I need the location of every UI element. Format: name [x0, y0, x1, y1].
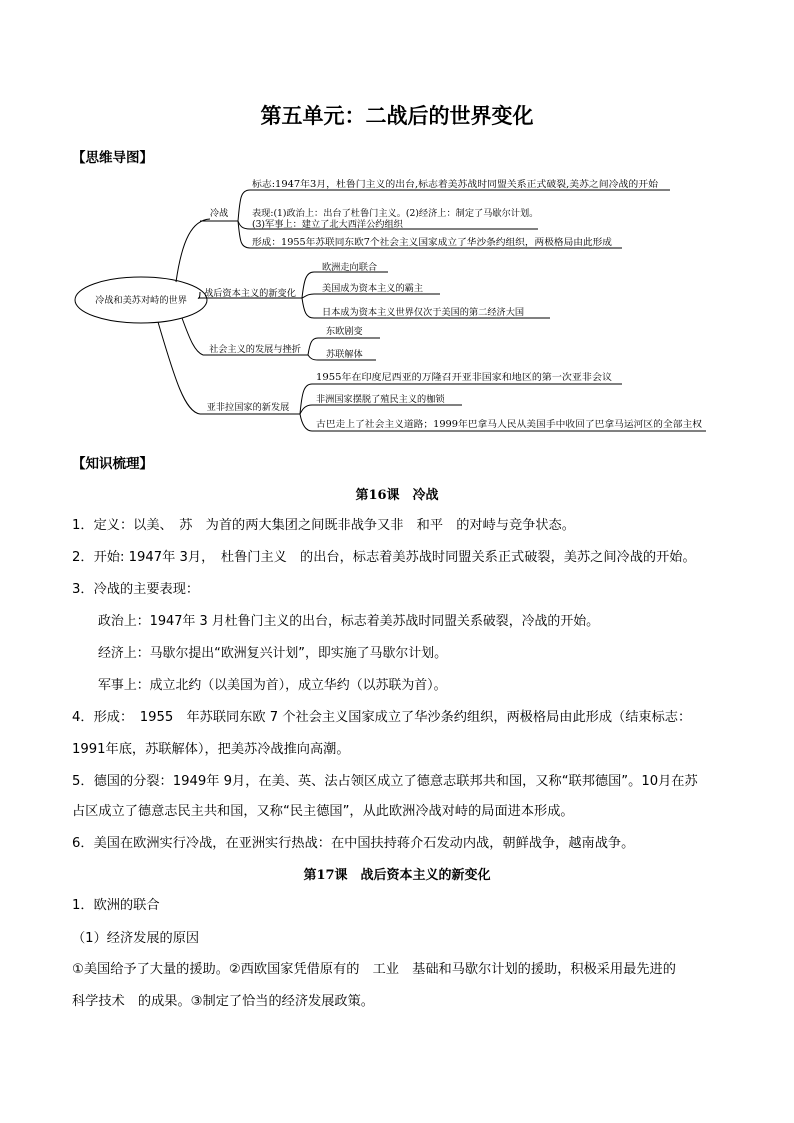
- mindmap-connector: [198, 292, 200, 298]
- mindmap-branch-label: 亚非拉国家的新发展: [206, 402, 290, 413]
- lesson17-paragraph: 1．欧洲的联合: [72, 898, 160, 913]
- lesson16-paragraph: 经济上：马歇尔提出“欧洲复兴计划”，即实施了马歇尔计划。: [98, 646, 447, 661]
- mindmap-leaf-label: 欧洲走向联合: [322, 262, 378, 273]
- mindmap-connector: [176, 219, 210, 282]
- lesson17-paragraph: ①美国给予了大量的援助。②西欧国家凭借原有的 工业 基础和马歇尔计划的援助，积极采用最先进的: [72, 962, 676, 977]
- mindmap-leaf-label: 非洲国家摆脱了殖民主义的枷锁: [316, 394, 445, 405]
- mindmap-connector: [182, 318, 203, 355]
- mindmap-connector: [300, 405, 312, 414]
- mindmap-branch-label: 社会主义的发展与挫折: [209, 344, 301, 355]
- mindmap-branch-label: 战后资本主义的新变化: [204, 288, 296, 299]
- lesson16-paragraph: 6．美国在欧洲实行冷战，在亚洲实行热战：在中国扶持蒋介石发动内战，朝鲜战争，越南战争。: [72, 836, 635, 851]
- knowledge-heading: 【知识梳理】: [72, 456, 153, 472]
- mindmap-connector: [238, 190, 250, 221]
- mindmap-connector: [300, 384, 312, 414]
- lesson16-paragraph: 4．形成： 1955 年苏联同东欧 7 个社会主义国家成立了华沙条约组织，两极格局由此形成（结束标志：: [72, 710, 692, 725]
- mindmap-connector: [302, 294, 314, 298]
- lesson16-paragraph: 3．冷战的主要表现：: [72, 582, 200, 597]
- lesson16-paragraph: 1．定义：以美、 苏 为首的两大集团之间既非战争又非 和平 的对峙与竞争状态。: [72, 518, 575, 533]
- mindmap-leaf-label: 表现:(1)政治上：出台了杜鲁门主义。(2)经济上：制定了马歇尔计划。: [252, 208, 539, 219]
- mindmap-leaf-label: 东欧剧变: [326, 326, 363, 337]
- mindmap-leaf-label: 1955年在印度尼西亚的万隆召开亚非国家和地区的第一次亚非会议: [316, 372, 588, 383]
- mindmap-heading: 【思维导图】: [72, 150, 153, 166]
- mindmap-connector: [308, 338, 318, 355]
- mindmap-leaf-label: 美国成为资本主义的霸主: [322, 283, 424, 294]
- lesson16-paragraph: 1991年底，苏联解体），把美苏冷战推向高潮。: [72, 742, 350, 757]
- lesson16-paragraph: 占区成立了德意志民主共和国，又称“民主德国”，从此欧洲冷战对峙的局面进本形成。: [72, 804, 574, 819]
- lesson16-paragraph: 政治上：1947年 3 月杜鲁门主义的出台，标志着美苏战时同盟关系破裂，冷战的开始。: [98, 614, 600, 629]
- page-title: 第五单元：二战后的世界变化: [260, 103, 534, 128]
- mindmap-leaf-label: 形成：1955年苏联同东欧7个社会主义国家成立了华沙条约组织，两极格局由此形成: [252, 237, 594, 248]
- lesson16-paragraph: 5．德国的分裂：1949年 9月，在美、英、法占领区成立了德意志联邦共和国，又称“联邦德国”。10月在苏: [72, 774, 698, 789]
- mindmap-leaf-label: 标志:1947年3月，杜鲁门主义的出台,标志着美苏战时同盟关系正式破裂,美苏之间冷战的开始: [252, 179, 631, 190]
- lesson17-heading: 第17课 战后资本主义的新变化: [303, 868, 491, 883]
- lesson17-paragraph: 科学技术 的成果。③制定了恰当的经济发展政策。: [72, 994, 374, 1009]
- mindmap-branch-label: 冷战: [209, 208, 229, 219]
- mindmap-leaf-label: 古巴走上了社会主义道路；1999年巴拿马人民从美国手中收回了巴拿马运河区的全部主权: [316, 419, 680, 430]
- mindmap-connector: [302, 298, 314, 318]
- lesson17-paragraph: （1）经济发展的原因: [72, 931, 200, 946]
- mindmap-connector: [158, 322, 200, 414]
- lesson16-paragraph: 军事上：成立北约（以美国为首），成立华约（以苏联为首）。: [98, 678, 447, 693]
- mindmap-leaf-label: (3)军事上：建立了北大西洋公约组织: [252, 219, 403, 230]
- mindmap-leaf-label: 日本成为资本主义世界仅次于美国的第二经济大国: [322, 307, 525, 318]
- mindmap-root-label: 冷战和美苏对峙的世界: [95, 295, 187, 306]
- mindmap-connector: [238, 221, 250, 229]
- mindmap-connector: [300, 414, 312, 431]
- mindmap-connector: [308, 355, 318, 360]
- mindmap-leaf-label: 苏联解体: [326, 349, 363, 360]
- lesson16-paragraph: 2．开始: 1947年 3月， 杜鲁门主义 的出台，标志着美苏战时同盟关系正式破裂，美苏之间冷战的开始。: [72, 550, 696, 565]
- lesson16-heading: 第16课 冷战: [355, 488, 439, 503]
- mindmap-diagram: [0, 0, 794, 450]
